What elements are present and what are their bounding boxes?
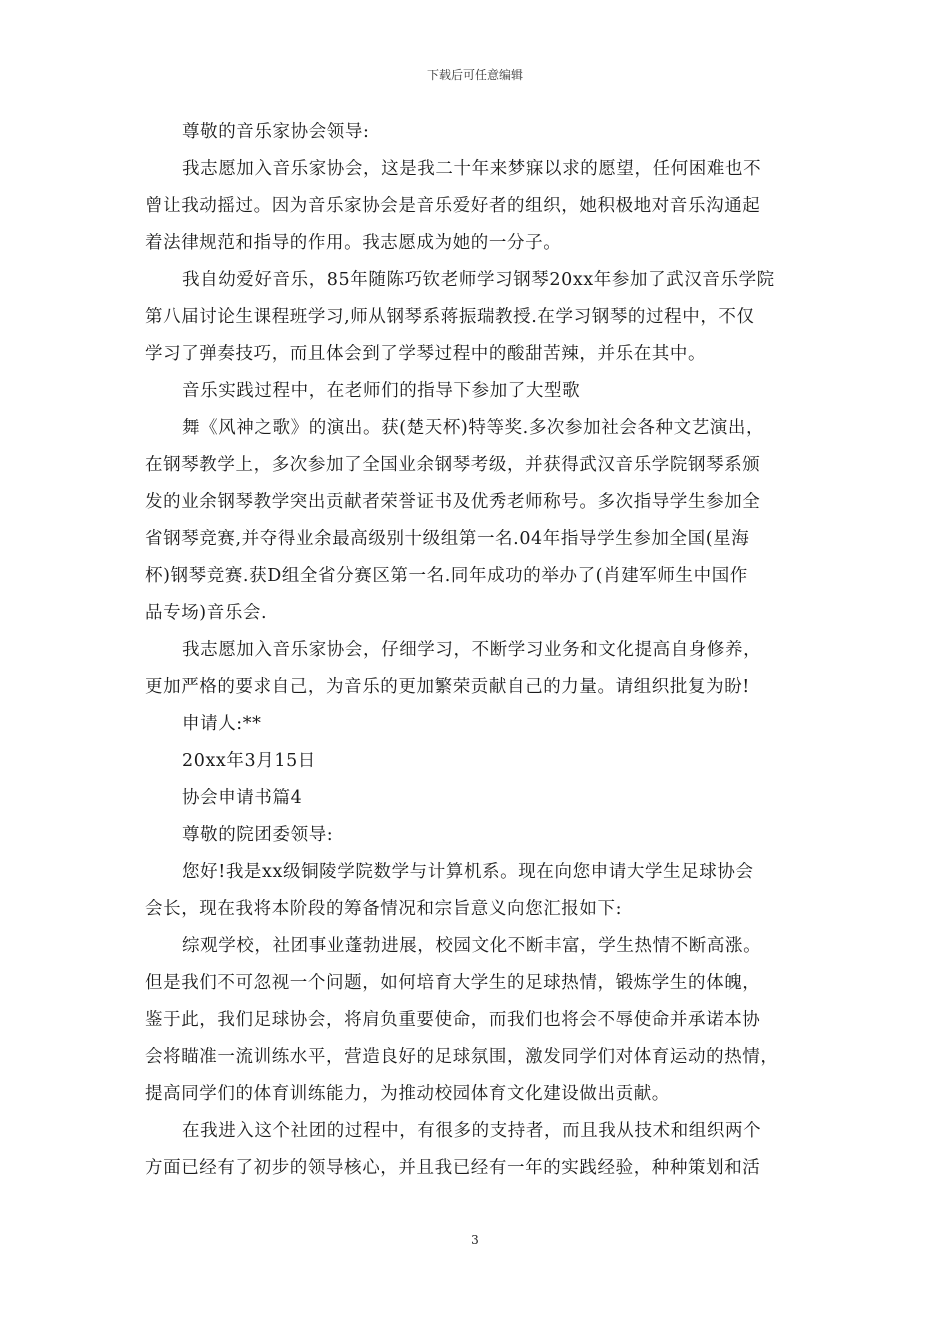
section-title: 协会申请书篇4 xyxy=(182,788,303,808)
salutation: 尊敬的院团委领导: xyxy=(182,825,334,845)
text-line: 曾让我动摇过。因为音乐家协会是音乐爱好者的组织，她积极地对音乐沟通起 xyxy=(145,196,761,216)
text-line: 在我进入这个社团的过程中，有很多的支持者，而且我从技术和组织两个 xyxy=(182,1121,762,1141)
text-line: 发的业余钢琴教学突出贡献者荣誉证书及优秀老师称号。多次指导学生参加全 xyxy=(145,492,761,512)
text-line: 省钢琴竞赛,并夺得业余最高级别十级组第一名.04年指导学生参加全国(星海 xyxy=(145,529,750,549)
text-line: 方面已经有了初步的领导核心，并且我已经有一年的实践经验，种种策划和活 xyxy=(145,1158,761,1178)
text-line: 品专场)音乐会. xyxy=(145,603,268,623)
text-line: 学习了弹奏技巧，而且体会到了学琴过程中的酸甜苦辣，并乐在其中。 xyxy=(145,344,707,364)
date-line: 20xx年3月15日 xyxy=(182,751,316,771)
text-line: 鉴于此，我们足球协会，将肩负重要使命，而我们也将会不辱使命并承诺本协 xyxy=(145,1010,761,1030)
header-note: 下载后可任意编辑 xyxy=(426,68,523,82)
text-line: 我自幼爱好音乐，85年随陈巧钦老师学习钢琴20xx年参加了武汉音乐学院 xyxy=(182,270,775,290)
text-line: 舞《风神之歌》的演出。获(楚天杯)特等奖.多次参加社会各种文艺演出， xyxy=(182,418,765,438)
document-body xyxy=(145,114,820,1187)
text-line: 着法律规范和指导的作用。我志愿成为她的一分子。 xyxy=(145,233,562,253)
text-line: 第八届讨论生课程班学习,师从钢琴系蒋振瑞教授.在学习钢琴的过程中，不仅 xyxy=(145,307,755,327)
text-line: 提高同学们的体育训练能力，为推动校园体育文化建设做出贡献。 xyxy=(145,1084,670,1104)
text-line: 音乐实践过程中，在老师们的指导下参加了大型歌 xyxy=(182,381,581,401)
text-line: 更加严格的要求自己，为音乐的更加繁荣贡献自己的力量。请组织批复为盼! xyxy=(145,677,750,697)
text-line: 会长，现在我将本阶段的筹备情况和宗旨意义向您汇报如下: xyxy=(145,899,623,919)
page-number: 3 xyxy=(471,1233,479,1247)
text-line: 会将瞄准一流训练水平，营造良好的足球氛围，激发同学们对体育运动的热情， xyxy=(145,1047,779,1067)
text-line: 您好!我是xx级铜陵学院数学与计算机系。现在向您申请大学生足球协会 xyxy=(182,862,754,882)
text-line: 在钢琴教学上，多次参加了全国业余钢琴考级，并获得武汉音乐学院钢琴系颁 xyxy=(145,455,761,475)
text-line: 综观学校，社团事业蓬勃进展，校园文化不断丰富，学生热情不断高涨。 xyxy=(182,936,762,956)
text-line: 杯)钢琴竞赛.获D组全省分赛区第一名.同年成功的举办了(肖建军师生中国作 xyxy=(145,566,748,586)
text-line: 尊敬的音乐家协会领导: xyxy=(182,122,370,142)
text-line: 我志愿加入音乐家协会，仔细学习，不断学习业务和文化提高自身修养， xyxy=(182,640,762,660)
text-line: 我志愿加入音乐家协会，这是我二十年来梦寐以求的愿望，任何困难也不 xyxy=(182,159,762,179)
text-line: 但是我们不可忽视一个问题，如何培育大学生的足球热情，锻炼学生的体魄， xyxy=(145,973,761,993)
applicant-line: 申请人:** xyxy=(182,714,262,734)
